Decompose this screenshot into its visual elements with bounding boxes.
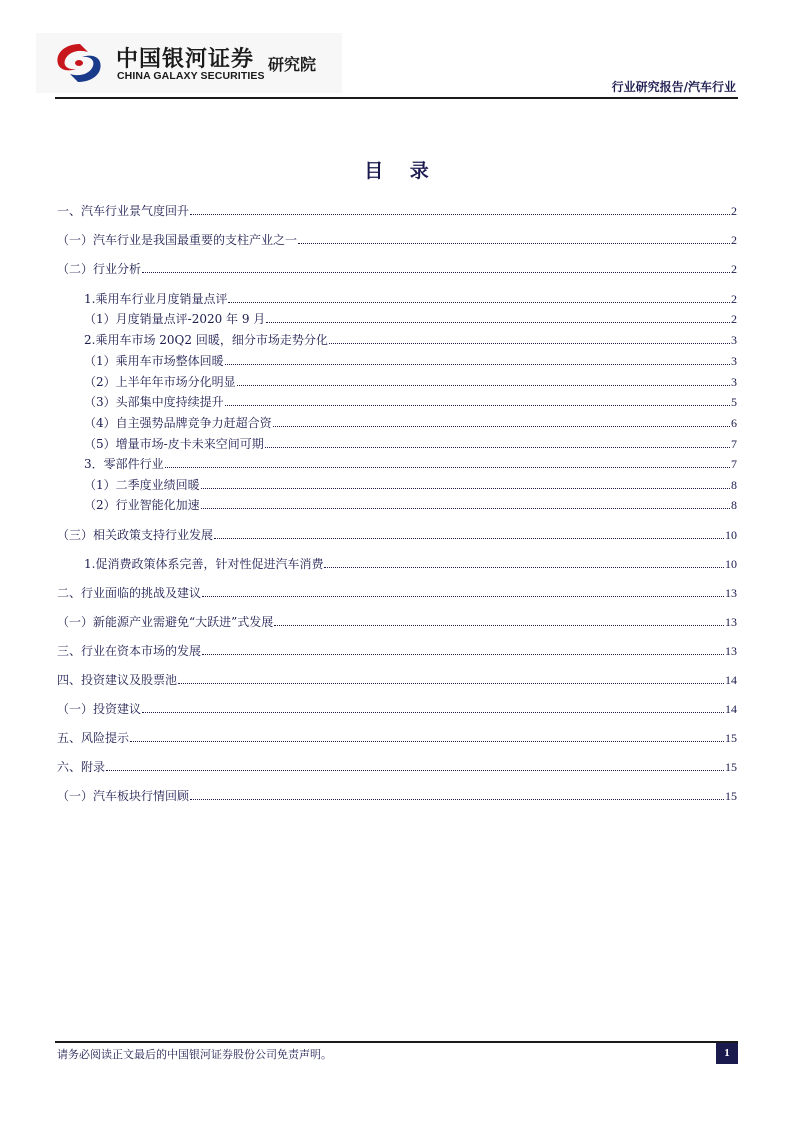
toc-entry[interactable] xyxy=(84,352,737,368)
toc-entry-text: （二）行业分析 xyxy=(57,262,142,276)
toc-entry[interactable] xyxy=(84,455,737,471)
toc-entry-text: （一）新能源产业需避免“大跃进”式发展 xyxy=(57,615,274,629)
toc-entry[interactable] xyxy=(57,584,737,600)
toc-entry[interactable] xyxy=(57,260,737,276)
toc-entry-text: （1）乘用车市场整体回暖 xyxy=(84,354,224,368)
toc-title: 目 录 xyxy=(364,160,439,182)
toc-entry[interactable] xyxy=(84,435,737,451)
toc-page-number: 14 xyxy=(725,702,737,716)
brand-name-cn: 中国银河证券 xyxy=(116,47,255,72)
toc-entry-text: 三、行业在资本市场的发展 xyxy=(57,644,202,658)
disclaimer-text: 请务必阅读正文最后的中国银河证券股份公司免责声明。 xyxy=(57,1048,332,1061)
header-divider xyxy=(55,97,738,99)
toc-entry[interactable] xyxy=(84,555,737,571)
toc-dot-leader xyxy=(202,596,724,597)
toc-dot-leader xyxy=(201,508,730,509)
toc-page-number: 13 xyxy=(725,615,737,629)
galaxy-logo-icon xyxy=(50,40,108,86)
toc-entry-text: （5）增量市场-皮卡未来空间可期 xyxy=(84,437,264,451)
toc-dot-leader xyxy=(265,447,730,448)
toc-entry-text: 1.乘用车行业月度销量点评 xyxy=(84,292,228,306)
toc-entry[interactable] xyxy=(84,496,737,512)
toc-entry[interactable] xyxy=(84,414,737,430)
toc-page-number: 7 xyxy=(731,457,737,471)
toc-entry[interactable] xyxy=(57,671,737,687)
toc-page-number: 10 xyxy=(725,528,737,542)
toc-entry-text: （一）投资建议 xyxy=(57,702,142,716)
toc-page-number: 5 xyxy=(731,395,737,409)
toc-dot-leader xyxy=(324,567,724,568)
toc-entry-text: （一）汽车行业是我国最重要的支柱产业之一 xyxy=(57,233,298,247)
toc-entry-text: 五、风险提示 xyxy=(57,731,130,745)
toc-page-number: 2 xyxy=(731,204,737,218)
toc-entry-text: 一、汽车行业景气度回升 xyxy=(57,204,190,218)
toc-page-number: 8 xyxy=(731,498,737,512)
toc-dot-leader xyxy=(225,405,730,406)
toc-page-number: 10 xyxy=(725,557,737,571)
toc-page-number: 3 xyxy=(731,354,737,368)
toc-entry-text: （一）汽车板块行情回顾 xyxy=(57,789,190,803)
toc-entry[interactable] xyxy=(57,787,737,803)
toc-entry-text: （1）月度销量点评-2020 年 9 月 xyxy=(84,312,266,326)
toc-dot-leader xyxy=(298,243,730,244)
toc-dot-leader xyxy=(190,214,730,215)
toc-dot-leader xyxy=(329,343,730,344)
toc-entry[interactable] xyxy=(57,642,737,658)
toc-dot-leader xyxy=(202,654,724,655)
toc-dot-leader xyxy=(165,467,730,468)
toc-page-number: 15 xyxy=(725,789,737,803)
toc-entry[interactable] xyxy=(57,231,737,247)
toc-dot-leader xyxy=(142,272,730,273)
toc-page-number: 13 xyxy=(725,586,737,600)
toc-entry[interactable] xyxy=(57,700,737,716)
toc-page-number: 2 xyxy=(731,312,737,326)
toc-entry-text: 六、附录 xyxy=(57,760,106,774)
toc-page-number: 3 xyxy=(731,375,737,389)
toc-entry[interactable] xyxy=(57,729,737,745)
toc-page-number: 6 xyxy=(731,416,737,430)
toc-dot-leader xyxy=(190,799,724,800)
toc-dot-leader xyxy=(225,364,730,365)
toc-entry[interactable] xyxy=(84,476,737,492)
toc-dot-leader xyxy=(178,683,724,684)
toc-entry[interactable] xyxy=(84,331,737,347)
toc-dot-leader xyxy=(237,385,730,386)
toc-page-number: 3 xyxy=(731,333,737,347)
toc-entry-text: （三）相关政策支持行业发展 xyxy=(57,528,214,542)
toc-entry-text: 1.促消费政策体系完善，针对性促进汽车消费 xyxy=(84,557,324,571)
toc-entry[interactable] xyxy=(84,290,737,306)
toc-entry-text: （2）上半年年市场分化明显 xyxy=(84,375,236,389)
toc-dot-leader xyxy=(274,625,724,626)
toc-entry-text: 3．零部件行业 xyxy=(84,457,164,471)
toc-page-number: 14 xyxy=(725,673,737,687)
toc-page-number: 8 xyxy=(731,478,737,492)
toc-page-number: 2 xyxy=(731,233,737,247)
toc-entry-text: （2）行业智能化加速 xyxy=(84,498,200,512)
toc-entry[interactable] xyxy=(84,373,737,389)
toc-page-number: 2 xyxy=(731,292,737,306)
footer-divider xyxy=(55,1041,738,1043)
toc-entry[interactable] xyxy=(57,526,737,542)
toc-dot-leader xyxy=(106,770,724,771)
toc-dot-leader xyxy=(228,302,730,303)
toc-dot-leader xyxy=(273,426,730,427)
toc-page-number: 7 xyxy=(731,437,737,451)
report-type-label: 行业研究报告/汽车行业 xyxy=(611,80,736,94)
toc-entry-text: （4）自主强势品牌竞争力赶超合资 xyxy=(84,416,272,430)
toc-dot-leader xyxy=(214,538,724,539)
toc-entry[interactable] xyxy=(84,393,737,409)
toc-entry[interactable] xyxy=(84,310,737,326)
toc-page-number: 15 xyxy=(725,760,737,774)
toc-entry-text: （1）二季度业绩回暖 xyxy=(84,478,200,492)
toc-page-number: 15 xyxy=(725,731,737,745)
toc-entry-text: 2.乘用车市场 20Q2 回暖，细分市场走势分化 xyxy=(84,333,328,347)
toc-entry-text: （3）头部集中度持续提升 xyxy=(84,395,224,409)
page-header xyxy=(0,0,793,100)
toc-entry-text: 四、投资建议及股票池 xyxy=(57,673,178,687)
brand-name-en: CHINA GALAXY SECURITIES xyxy=(117,70,265,82)
toc-entry[interactable] xyxy=(57,613,737,629)
toc-entry-text: 二、行业面临的挑战及建议 xyxy=(57,586,202,600)
toc-dot-leader xyxy=(201,488,730,489)
logo-block xyxy=(36,33,342,93)
toc-dot-leader xyxy=(266,322,730,323)
toc-page-number: 13 xyxy=(725,644,737,658)
toc-page-number: 2 xyxy=(731,262,737,276)
institute-label: 研究院 xyxy=(268,55,317,74)
toc-entry[interactable] xyxy=(57,202,737,218)
page-number-badge: 1 xyxy=(716,1043,738,1064)
toc-dot-leader xyxy=(130,741,724,742)
toc-dot-leader xyxy=(142,712,724,713)
toc-entry[interactable] xyxy=(57,758,737,774)
